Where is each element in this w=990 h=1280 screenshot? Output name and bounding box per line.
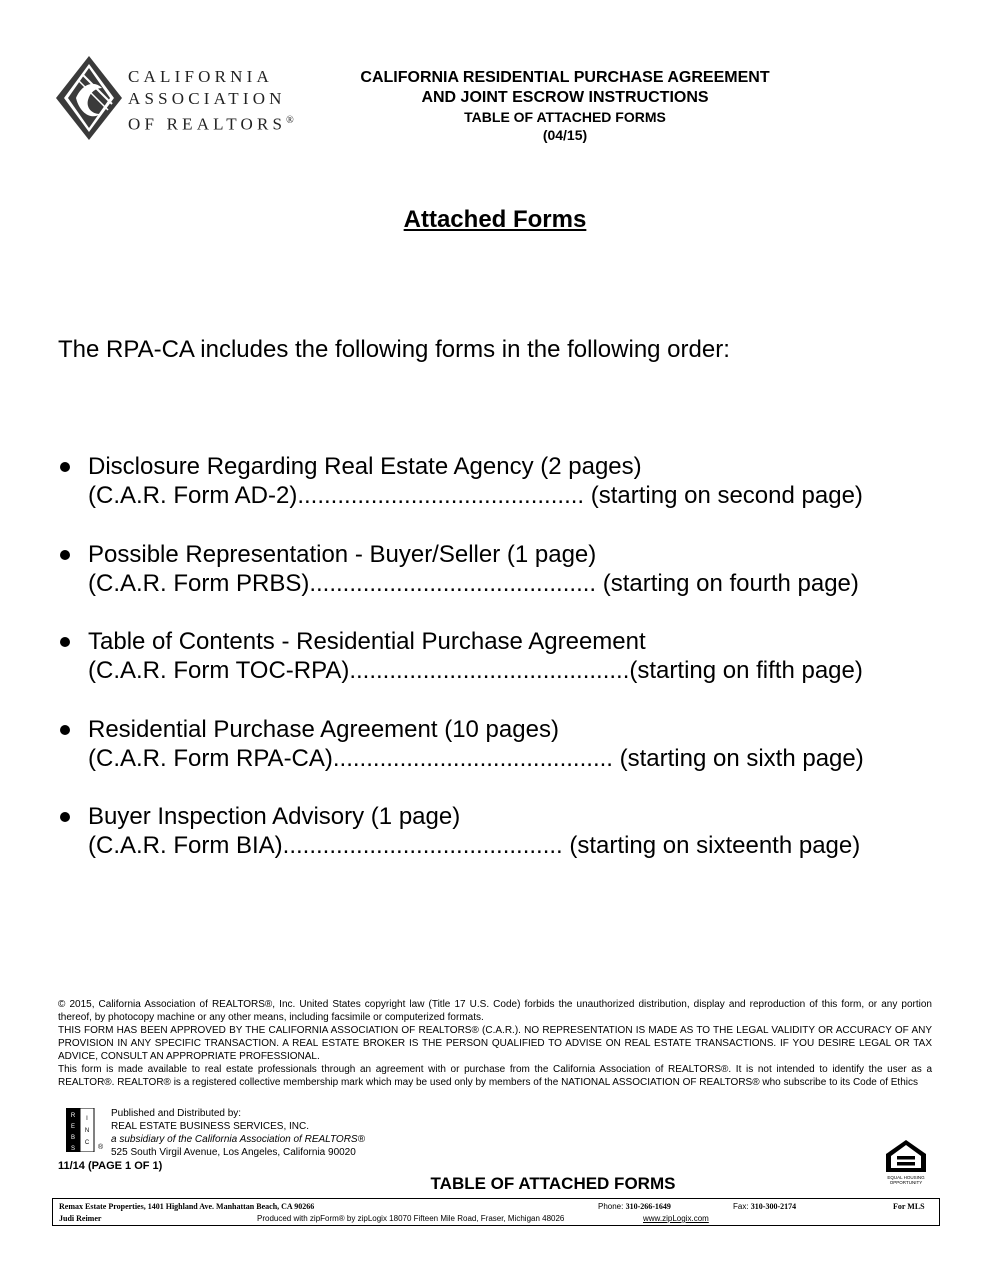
- produced-by: Produced with zipForm® by zipLogix 18070 Fifteen Mile Road, Fraser, Michigan 48026: [257, 1214, 565, 1223]
- form-reference: (C.A.R. Form TOC-RPA)..........................................(starting on fifth page): [88, 657, 863, 684]
- list-item: [58, 627, 938, 715]
- publisher-line-1: Published and Distributed by:: [111, 1108, 242, 1119]
- form-name: Disclosure Regarding Real Estate Agency (2 pages): [88, 453, 642, 480]
- list-item: [58, 540, 938, 628]
- logo-line-2: ASSOCIATION: [128, 89, 286, 108]
- logo-line-3: OF REALTORS: [128, 114, 287, 134]
- header-line-2: AND JOINT ESCROW INSTRUCTIONS: [421, 89, 709, 106]
- bullet-icon: [60, 725, 70, 735]
- equal-housing-icon: [880, 1138, 932, 1186]
- inc-letter: I: [86, 1116, 88, 1122]
- form-reference: (C.A.R. Form BIA).......................................... (starting on sixteenth page): [88, 832, 861, 859]
- publisher-info: [111, 1107, 365, 1159]
- fax-label: Fax:: [733, 1202, 749, 1211]
- ziplogix-link[interactable]: www.zipLogix.com: [643, 1214, 709, 1223]
- section-title: Attached Forms: [403, 206, 587, 233]
- header-line-1: CALIFORNIA RESIDENTIAL PURCHASE AGREEMENT: [360, 69, 770, 86]
- form-reference: (C.A.R. Form RPA-CA).......................................... (starting on sixth page): [88, 744, 864, 772]
- page-label: 11/14 (PAGE 1 OF 1): [58, 1160, 163, 1172]
- bottom-bar: [52, 1198, 940, 1226]
- logo-text: [128, 66, 294, 136]
- bullet-icon: [60, 812, 70, 822]
- intro-text: The RPA-CA includes the following forms in the following order:: [58, 336, 730, 363]
- car-logo: [54, 54, 314, 144]
- form-reference: (C.A.R. Form PRBS)........................................... (starting on fourth page): [88, 569, 859, 597]
- forms-list: [58, 452, 938, 890]
- fax-number: 310-300-2174: [750, 1202, 797, 1211]
- footer-title: TABLE OF ATTACHED FORMS: [430, 1174, 676, 1193]
- rebs-letter: E: [70, 1124, 76, 1130]
- rebs-letter: R: [70, 1113, 76, 1119]
- form-name: Table of Contents - Residential Purchase Agreement: [88, 628, 646, 655]
- inc-letter: C: [84, 1140, 90, 1146]
- approval-notice: THIS FORM HAS BEEN APPROVED BY THE CALIFORNIA ASSOCIATION OF REALTORS® (C.A.R.). NO REPRESENTATION IS MADE AS TO THE LEGAL VALIDITY OR ACCURACY OF ANY PROVISION IN ANY SPECIFIC TRANSACTION. A REAL ESTATE BROKER IS THE PERSON QUALIFIED TO ADVISE ON REAL ESTATE TRANSACTIONS. IF YOU DESIRE LEGAL OR TAX ADVICE, CONSULT AN APPROPRIATE PROFESSIONAL.: [58, 1025, 932, 1062]
- document-header: [330, 68, 800, 144]
- form-reference: (C.A.R. Form AD-2)........................................... (starting on second page): [88, 482, 863, 509]
- copyright-notice: © 2015, California Association of REALTORS®, Inc. United States copyright law (Title 17 U.S. Code) forbids the unauthorized distribution, display and reproduction of this form, or any portion thereof, by photocopy machine or any other means, including facsimile or computerized formats.: [58, 999, 932, 1023]
- list-item: [58, 452, 938, 540]
- list-item: [58, 802, 938, 890]
- mls-label: For MLS: [893, 1202, 925, 1211]
- bullet-icon: [60, 550, 70, 560]
- rebs-letter: B: [70, 1135, 76, 1141]
- rebs-logo-icon: [66, 1108, 96, 1152]
- bullet-icon: [60, 637, 70, 647]
- agent-name: Judi Reimer: [59, 1214, 102, 1223]
- eho-text-2: OPPORTUNITY: [889, 1180, 923, 1185]
- publisher-line-2: REAL ESTATE BUSINESS SERVICES, INC.: [111, 1121, 310, 1132]
- phone-number: 310-266-1649: [625, 1202, 671, 1211]
- form-name: Residential Purchase Agreement (10 pages): [88, 715, 559, 743]
- phone-label: Phone:: [598, 1202, 624, 1211]
- inc-letter: N: [84, 1128, 90, 1134]
- legal-notice: [58, 998, 932, 1089]
- publisher-line-4: 525 South Virgil Avenue, Los Angeles, California 90020: [111, 1147, 356, 1158]
- header-date: (04/15): [542, 127, 588, 143]
- header-line-3: TABLE OF ATTACHED FORMS: [464, 109, 666, 125]
- form-name: Possible Representation - Buyer/Seller (1 page): [88, 540, 597, 568]
- car-logo-icon: [54, 54, 124, 144]
- logo-line-1: CALIFORNIA: [128, 67, 273, 86]
- form-name: Buyer Inspection Advisory (1 page): [88, 803, 461, 830]
- logo-reg-mark: ®: [286, 115, 294, 126]
- broker-company: Remax Estate Properties, 1401 Highland Ave. Manhattan Beach, CA 90266: [59, 1202, 315, 1211]
- rebs-reg-mark: ®: [98, 1144, 104, 1151]
- eho-text-1: EQUAL HOUSING: [887, 1175, 925, 1180]
- bullet-icon: [60, 462, 70, 472]
- rebs-letter: S: [70, 1146, 76, 1152]
- list-item: [58, 715, 938, 803]
- usage-notice: This form is made available to real estate professionals through an agreement with or purchase from the California Association of REALTORS®. It is not intended to identify the user as a REALTOR®. REALTOR® is a registered collective membership mark which may be used only by members of the NATIONAL ASSOCIATION OF REALTORS® who subscribe to its Code of Ethics: [58, 1064, 932, 1088]
- publisher-line-3: a subsidiary of the California Association of REALTORS®: [111, 1134, 365, 1145]
